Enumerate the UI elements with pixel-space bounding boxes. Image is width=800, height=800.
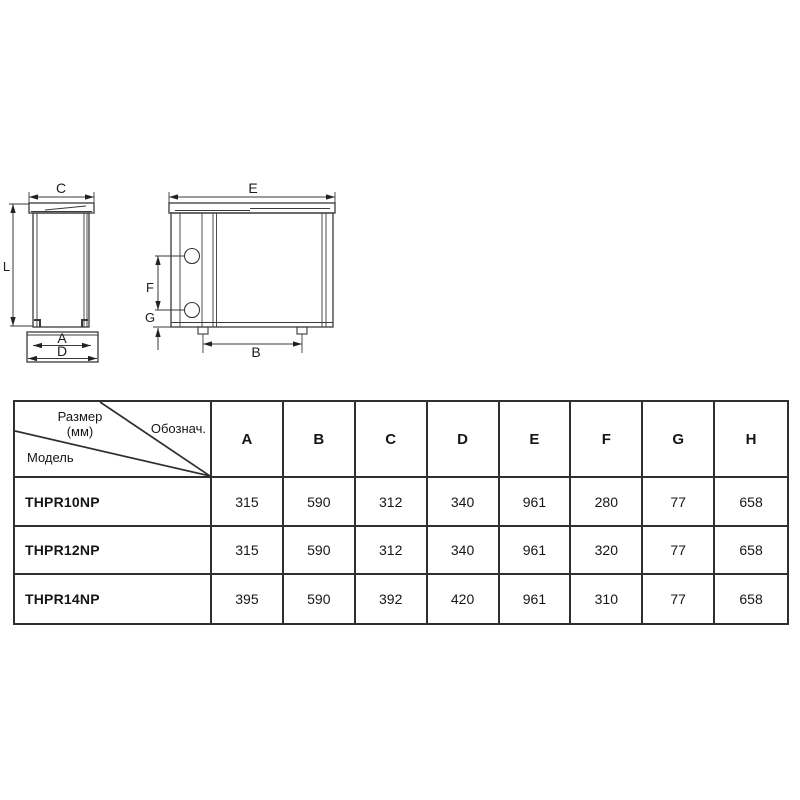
front-view-left-foot bbox=[198, 327, 208, 334]
corner-designation-label: Обознач. bbox=[150, 421, 206, 436]
table-cell: 77 bbox=[643, 575, 715, 623]
table-cell: 340 bbox=[428, 527, 500, 575]
model-cell: THPR14NP bbox=[15, 575, 212, 623]
table-cell: 77 bbox=[643, 478, 715, 527]
front-view-drawing bbox=[145, 180, 335, 360]
dimension-label-E: E bbox=[248, 180, 258, 196]
table-cell: 320 bbox=[571, 527, 643, 575]
dimension-drawings bbox=[0, 178, 360, 373]
table-cell: 961 bbox=[500, 575, 572, 623]
table-cell: 961 bbox=[500, 527, 572, 575]
dimension-label-B: B bbox=[251, 344, 261, 360]
table-corner-cell bbox=[15, 402, 212, 478]
dimensions-table bbox=[13, 400, 789, 625]
table-cell: 392 bbox=[356, 575, 428, 623]
column-header-A: A bbox=[212, 402, 284, 478]
table-cell: 658 bbox=[715, 478, 787, 527]
dimension-label-L: L bbox=[2, 259, 11, 274]
column-header-D: D bbox=[428, 402, 500, 478]
table-cell: 658 bbox=[739, 591, 763, 607]
dimension-label-D: D bbox=[56, 343, 68, 359]
side-view-drawing bbox=[3, 180, 98, 362]
dimension-label-C: C bbox=[55, 180, 67, 196]
size-label-text: Размер bbox=[57, 409, 103, 424]
corner-size-label bbox=[43, 409, 117, 439]
table-cell: 590 bbox=[284, 527, 356, 575]
dimension-label-A: A bbox=[57, 330, 67, 346]
dimension-label-F: F bbox=[146, 280, 154, 295]
dimension-label-G: G bbox=[144, 310, 156, 325]
size-unit-text: (мм) bbox=[66, 424, 94, 439]
table-cell: 280 bbox=[571, 478, 643, 527]
table-cell: 77 bbox=[643, 527, 715, 575]
corner-model-label: Модель bbox=[27, 450, 74, 465]
column-header-F: F bbox=[571, 402, 643, 478]
table-cell: 315 bbox=[212, 527, 284, 575]
model-cell: THPR12NP bbox=[15, 527, 212, 575]
column-header-E: E bbox=[500, 402, 572, 478]
side-view-feet bbox=[34, 320, 88, 327]
table-cell: 420 bbox=[428, 575, 500, 623]
side-view-cabinet bbox=[33, 213, 89, 327]
model-cell: THPR10NP bbox=[15, 478, 212, 527]
table-cell: 315 bbox=[212, 478, 284, 527]
lower-port-circle bbox=[185, 303, 200, 318]
column-header-B: B bbox=[284, 402, 356, 478]
table-cell: 590 bbox=[284, 478, 356, 527]
table-cell: 312 bbox=[356, 478, 428, 527]
column-header-C: C bbox=[356, 402, 428, 478]
table-cell: 658 bbox=[715, 527, 787, 575]
table-cell: 312 bbox=[356, 527, 428, 575]
front-view-right-foot bbox=[297, 327, 307, 334]
upper-port-circle bbox=[185, 249, 200, 264]
table-cell: 590 bbox=[284, 575, 356, 623]
column-header-G: G bbox=[643, 402, 715, 478]
front-view-top-cap bbox=[169, 203, 335, 213]
table-cell: 961 bbox=[500, 478, 572, 527]
table-cell: 395 bbox=[212, 575, 284, 623]
table-cell: 340 bbox=[428, 478, 500, 527]
table-cell: 310 bbox=[571, 575, 643, 623]
column-header-H: H bbox=[715, 402, 787, 478]
